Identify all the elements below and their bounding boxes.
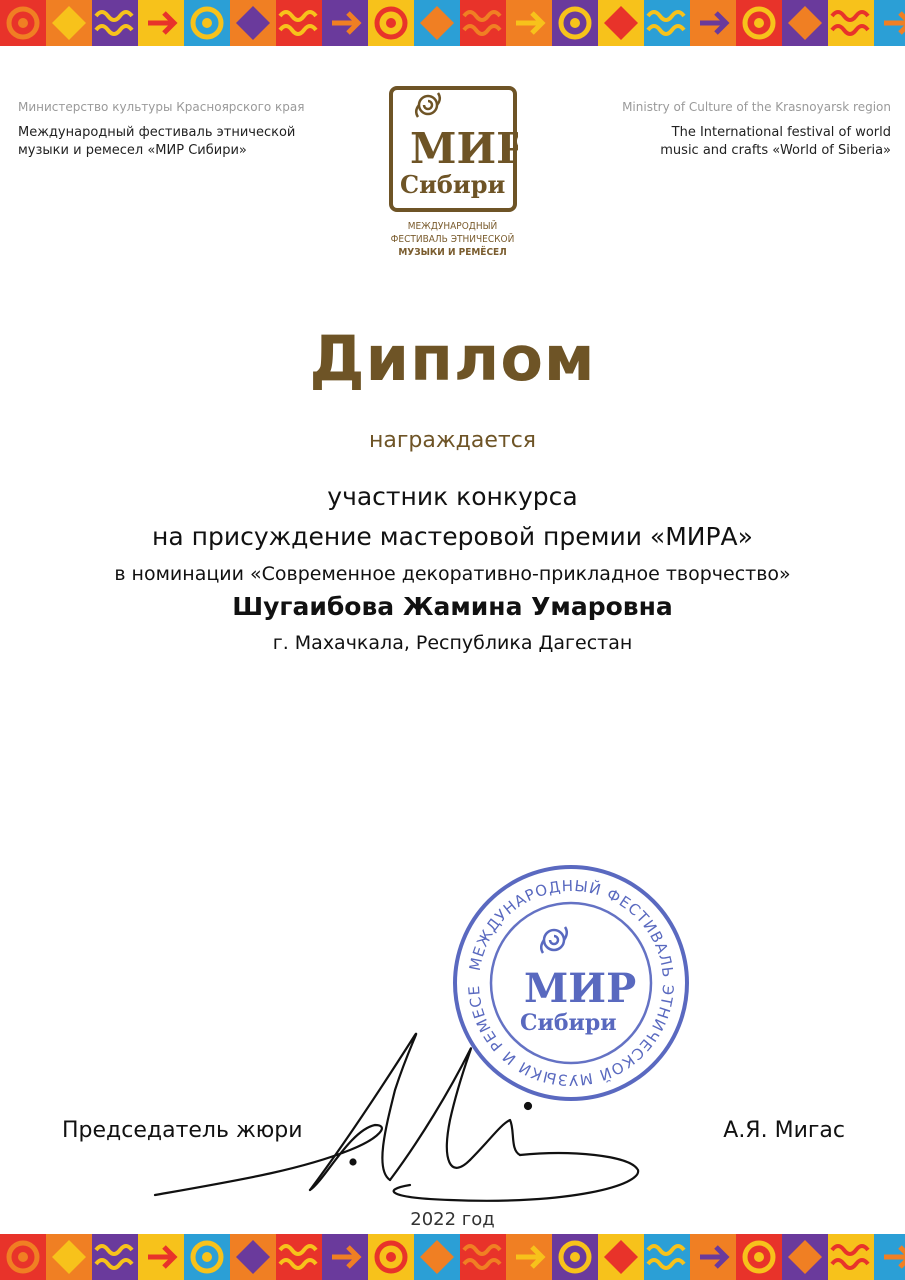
spiral-icon [416, 93, 440, 117]
stamp-spiral-icon [541, 927, 567, 953]
ornament-tile [506, 1234, 552, 1280]
header-right [591, 98, 891, 160]
ornament-tile [92, 1234, 138, 1280]
stamp-text-bottom: Сибири [520, 1010, 617, 1036]
ornament-tile [828, 0, 874, 46]
ornament-tile [598, 1234, 644, 1280]
ornament-tile [46, 1234, 92, 1280]
ornament-tile [0, 1234, 46, 1280]
ornament-tile [506, 0, 552, 46]
ornament-tile [644, 1234, 690, 1280]
ornament-tile [874, 1234, 905, 1280]
ornament-tile [460, 0, 506, 46]
logo-caption [355, 220, 550, 259]
festival-ru-line2: музыки и ремесел «МИР Сибири» [18, 143, 247, 158]
festival-en-line2: music and crafts «World of Siberia» [660, 143, 891, 158]
awarded-label: награждается [368, 428, 537, 453]
logo-text-bottom: Сибири [400, 170, 506, 199]
festival-ru-line1: Международный фестиваль этнической [18, 125, 296, 140]
ornament-tile [690, 1234, 736, 1280]
ornament-tile [874, 0, 905, 46]
nomination-line: в номинации «Современное декоративно-прикладное творчество» [114, 563, 791, 585]
ornament-tile [690, 0, 736, 46]
ornament-tile [138, 0, 184, 46]
participant-line: участник конкурса [327, 482, 578, 511]
stamp-ring-text: МЕЖДУНАРОДНЫЙ ФЕСТИВАЛЬ ЭТНИЧЕСКОЙ МУЗЫКИ И РЕМЕСЕ [464, 876, 678, 1090]
recipient-city: г. Махачкала, Республика Дагестан [272, 632, 633, 654]
ornament-tile [414, 1234, 460, 1280]
logo-caption-line2: ФЕСТИВАЛЬ ЭТНИЧЕСКОЙ [390, 234, 515, 245]
ornament-tile [598, 0, 644, 46]
ornament-tile [736, 0, 782, 46]
festival-en-line1: The International festival of world [671, 125, 891, 140]
ornament-tile [644, 0, 690, 46]
ministry-en: Ministry of Culture of the Krasnoyarsk region [622, 100, 891, 114]
diploma-title: Диплом [309, 322, 596, 395]
festival-logo [388, 85, 518, 213]
ornament-tile [0, 0, 46, 46]
ornament-tile [552, 1234, 598, 1280]
header-left [18, 98, 318, 160]
ornament-tile [782, 0, 828, 46]
logo-text-top: МИР [410, 124, 518, 173]
ornament-tile [230, 0, 276, 46]
ornament-tile [782, 1234, 828, 1280]
prize-line: на присуждение мастеровой премии «МИРА» [152, 522, 753, 551]
ornament-tile [414, 0, 460, 46]
ornament-tile [552, 0, 598, 46]
signer-name: А.Я. Мигас [723, 1118, 845, 1143]
ornament-pattern-top [0, 0, 905, 46]
ornament-pattern-bottom [0, 1234, 905, 1280]
ministry-ru: Министерство культуры Красноярского края [18, 100, 305, 114]
ornament-tile [460, 1234, 506, 1280]
bottom-ornament-border [0, 1234, 905, 1280]
ornament-tile [368, 0, 414, 46]
ornament-tile [736, 1234, 782, 1280]
ornament-tile [92, 0, 138, 46]
ornament-tile [276, 0, 322, 46]
logo-caption-line1: МЕЖДУНАРОДНЫЙ [407, 221, 498, 232]
top-ornament-border [0, 0, 905, 46]
ornament-tile [322, 1234, 368, 1280]
ornament-tile [184, 1234, 230, 1280]
logo-caption-line3: МУЗЫКИ И РЕМЁСЕЛ [398, 247, 507, 258]
ornament-tile [230, 1234, 276, 1280]
ornament-tile [138, 1234, 184, 1280]
ornament-tile [322, 0, 368, 46]
jury-chair-label: Председатель жюри [62, 1118, 303, 1143]
ornament-tile [276, 1234, 322, 1280]
recipient-name: Шугаибова Жамина Умаровна [232, 592, 673, 621]
stamp-text-top: МИР [524, 965, 637, 1012]
diploma-year: 2022 год [410, 1209, 495, 1230]
ornament-tile [368, 1234, 414, 1280]
ornament-tile [184, 0, 230, 46]
ornament-tile [46, 0, 92, 46]
ornament-tile [828, 1234, 874, 1280]
